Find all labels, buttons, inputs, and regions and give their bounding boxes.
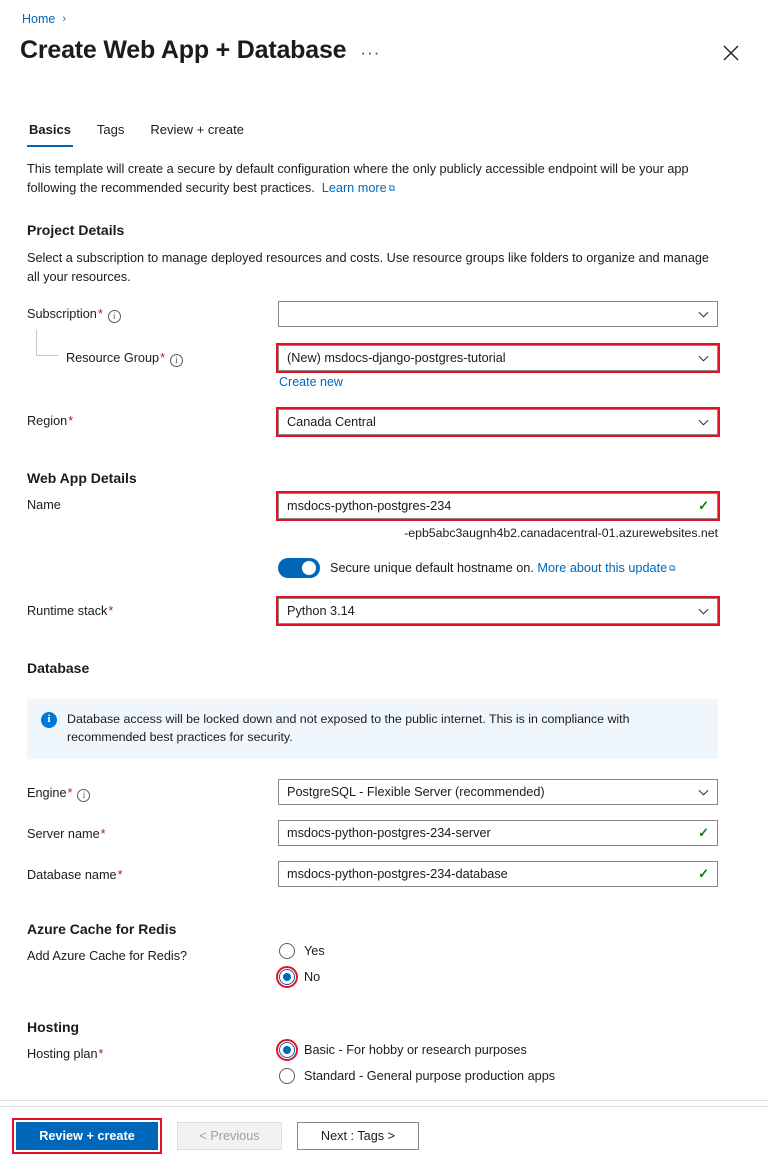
- region-value: Canada Central: [287, 415, 376, 429]
- resource-group-value: (New) msdocs-django-postgres-tutorial: [287, 351, 506, 365]
- engine-required-marker: *: [67, 786, 73, 800]
- project-details-heading: Project Details: [27, 222, 125, 238]
- database-info-banner: [27, 699, 718, 759]
- info-icon[interactable]: i: [170, 354, 183, 367]
- resource-group-label: [66, 351, 183, 367]
- project-details-description: Select a subscription to manage deployed resources and costs. Use resource groups like folders to organize and manage all your resources.: [27, 251, 709, 285]
- hosting-plan-label-text: Hosting plan: [27, 1047, 98, 1061]
- review-create-button[interactable]: Review + create: [16, 1122, 158, 1150]
- hosting-option-basic[interactable]: [279, 1042, 527, 1058]
- breadcrumb: [22, 12, 66, 26]
- create-new-resource-group-link[interactable]: Create new: [279, 375, 343, 389]
- engine-value: PostgreSQL - Flexible Server (recommended): [287, 785, 545, 799]
- database-name-value: msdocs-python-postgres-234-database: [287, 867, 508, 881]
- web-app-details-heading: Web App Details: [27, 470, 137, 486]
- secure-hostname-label: Secure unique default hostname on.: [330, 561, 534, 575]
- region-label-text: Region: [27, 414, 68, 428]
- more-about-update-link[interactable]: More about this update: [537, 561, 668, 575]
- title-row: [20, 36, 380, 65]
- review-create-highlight: [14, 1120, 160, 1152]
- app-name-value: msdocs-python-postgres-234: [287, 499, 452, 513]
- runtime-stack-required-marker: *: [108, 604, 114, 618]
- radio-icon[interactable]: [279, 969, 295, 985]
- intro-text: This template will create a secure by default configuration where the only publicly accessible endpoint will be your app following the recommended security best practices.: [27, 162, 689, 196]
- valid-check-icon: ✓: [698, 825, 709, 840]
- chevron-down-icon: [698, 417, 709, 428]
- radio-icon[interactable]: [279, 943, 295, 959]
- runtime-stack-label: [27, 604, 113, 618]
- database-name-label: [27, 868, 123, 882]
- app-name-label: Name: [27, 498, 61, 512]
- info-icon[interactable]: i: [77, 789, 90, 802]
- next-tags-button[interactable]: Next : Tags >: [297, 1122, 419, 1150]
- breadcrumb-home-link[interactable]: Home: [22, 12, 56, 26]
- intro-paragraph: [27, 160, 717, 198]
- server-name-label: [27, 827, 106, 841]
- database-banner-text: Database access will be locked down and not exposed to the public internet. This is in compliance with recommended best practices for security.: [67, 712, 630, 744]
- subscription-required-marker: *: [97, 307, 103, 321]
- external-link-icon[interactable]: ⧉: [388, 183, 396, 194]
- chevron-down-icon: [698, 606, 709, 617]
- breadcrumb-separator-icon: ›: [62, 13, 67, 25]
- resource-group-required-marker: *: [160, 351, 166, 365]
- tab-review-create[interactable]: Review + create: [150, 122, 244, 137]
- redis-heading: Azure Cache for Redis: [27, 921, 177, 937]
- footer-bar: [0, 1106, 768, 1164]
- resource-group-dropdown[interactable]: [278, 345, 718, 371]
- server-name-required-marker: *: [100, 827, 106, 841]
- hosting-plan-label: [27, 1047, 103, 1061]
- tab-basics[interactable]: Basics: [27, 118, 73, 147]
- server-name-label-text: Server name: [27, 827, 100, 841]
- engine-dropdown[interactable]: [278, 779, 718, 805]
- server-name-value: msdocs-python-postgres-234-server: [287, 826, 491, 840]
- learn-more-link[interactable]: Learn more: [321, 181, 387, 196]
- hostname-suffix-text: -epb5abc3augnh4b2.canadacentral-01.azurewebsites.net: [404, 526, 718, 540]
- subscription-dropdown[interactable]: [278, 301, 718, 327]
- resource-group-indent-line: [36, 330, 58, 356]
- redis-option-yes-label: Yes: [304, 944, 325, 958]
- runtime-stack-dropdown[interactable]: [278, 598, 718, 624]
- region-required-marker: *: [68, 414, 74, 428]
- database-name-input[interactable]: [278, 861, 718, 887]
- toggle-knob: [302, 561, 316, 575]
- redis-option-no-label: No: [304, 970, 321, 984]
- redis-option-yes[interactable]: [279, 943, 325, 959]
- radio-icon[interactable]: [279, 1068, 295, 1084]
- app-name-input[interactable]: [278, 493, 718, 519]
- info-circle-icon: i: [41, 712, 57, 728]
- tab-list: [27, 118, 246, 147]
- engine-label-text: Engine: [27, 786, 67, 800]
- more-options-icon[interactable]: ···: [360, 43, 381, 62]
- runtime-stack-label-text: Runtime stack: [27, 604, 108, 618]
- database-name-required-marker: *: [117, 868, 123, 882]
- chevron-down-icon: [698, 787, 709, 798]
- database-name-label-text: Database name: [27, 868, 117, 882]
- hosting-option-basic-label: Basic - For hobby or research purposes: [304, 1043, 527, 1057]
- secure-hostname-toggle[interactable]: [278, 558, 320, 578]
- valid-check-icon: ✓: [698, 498, 709, 513]
- subscription-label-text: Subscription: [27, 307, 97, 321]
- chevron-down-icon: [698, 353, 709, 364]
- footer-divider: [0, 1100, 768, 1101]
- redis-option-no[interactable]: [279, 969, 320, 985]
- engine-label: [27, 786, 90, 802]
- subscription-label: [27, 307, 121, 323]
- runtime-stack-value: Python 3.14: [287, 604, 355, 618]
- radio-icon[interactable]: [279, 1042, 295, 1058]
- server-name-input[interactable]: [278, 820, 718, 846]
- hosting-heading: Hosting: [27, 1019, 80, 1035]
- external-link-icon[interactable]: ⧉: [669, 563, 676, 573]
- region-label: [27, 414, 73, 428]
- valid-check-icon: ✓: [698, 866, 709, 881]
- tab-tags[interactable]: Tags: [96, 122, 125, 137]
- database-heading: Database: [27, 660, 90, 676]
- resource-group-label-text: Resource Group: [66, 351, 160, 365]
- hosting-option-standard-label: Standard - General purpose production apps: [304, 1069, 556, 1083]
- close-icon[interactable]: [720, 42, 742, 64]
- secure-hostname-text: [330, 561, 676, 575]
- page-title: Create Web App + Database: [20, 36, 347, 64]
- region-dropdown[interactable]: [278, 409, 718, 435]
- hosting-option-standard[interactable]: [279, 1068, 555, 1084]
- chevron-down-icon: [698, 309, 709, 320]
- redis-question-label: Add Azure Cache for Redis?: [27, 949, 188, 963]
- hosting-plan-required-marker: *: [98, 1047, 104, 1061]
- info-icon[interactable]: i: [108, 310, 121, 323]
- previous-button[interactable]: < Previous: [177, 1122, 282, 1150]
